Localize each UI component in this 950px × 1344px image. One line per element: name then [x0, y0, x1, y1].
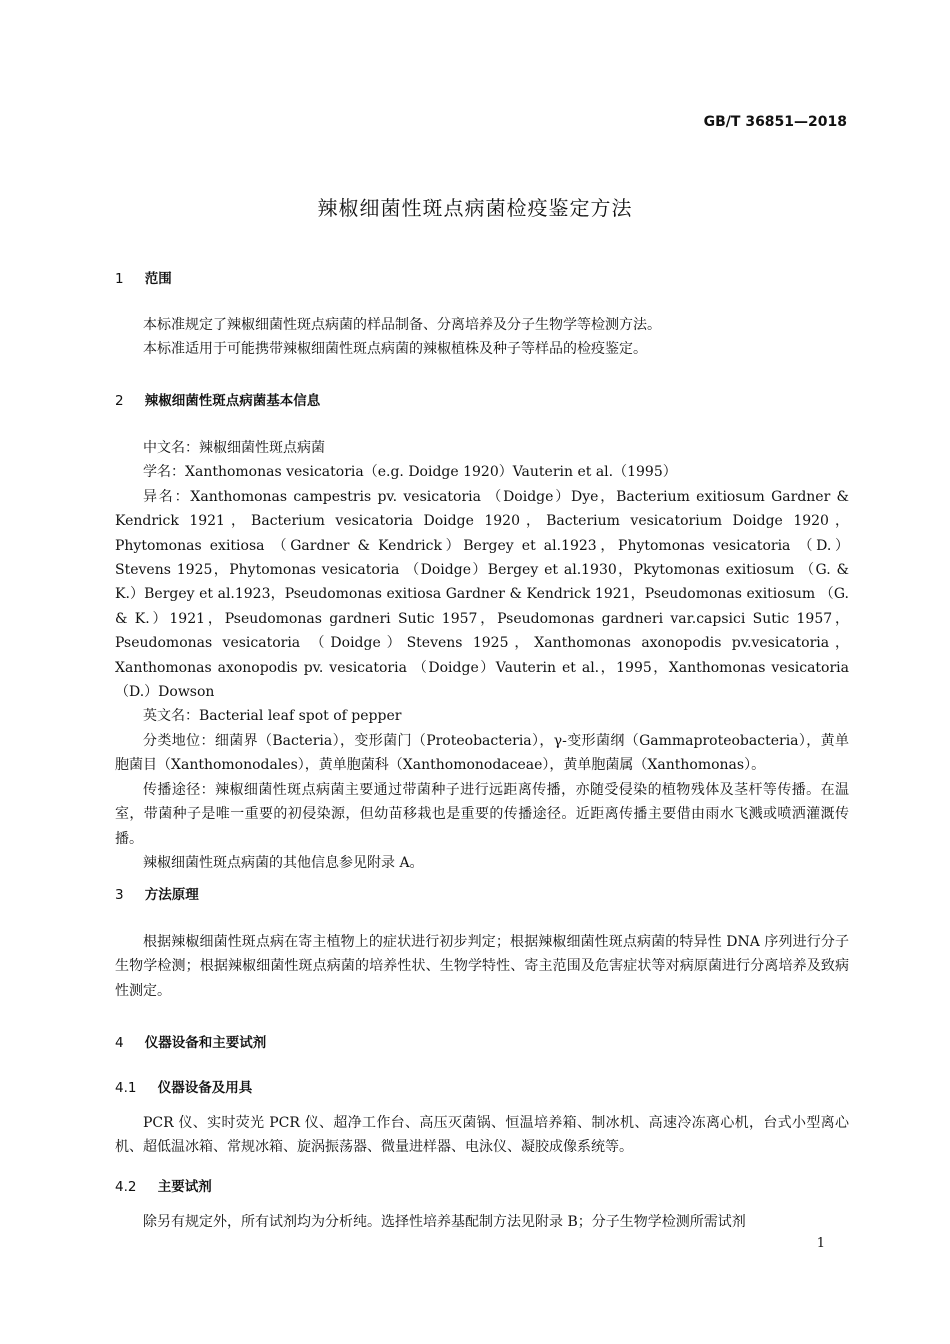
- paragraph-scientific-name: 学名：Xanthomonas vesicatoria（e.g. Doidge 1920）Vauterin et al.（1995）: [143, 464, 677, 481]
- section-2-heading: [115, 389, 320, 409]
- section-title: 方法原理: [144, 887, 199, 903]
- paragraph-synonyms: 异名：Xanthomonas campestris pv. vesicatoria （Doidge）Dye，Bacterium exitiosum Gardner & Kendrick 1921，Bacterium vesicatoria Doidge 1920，Bacterium vesicatorium Doidge 1920，Phytomonas exitiosa （Gardner & Kendrick）Bergey et al.1923，Phytomonas vesicatoria （D.）Stevens 1925，Phytomonas vesicatoria （Doidge）Bergey et al.1930，Pkytomonas exitiosum （G. & K.）Bergey et al.1923，Pseudomonas exitiosa Gardner & Kendrick 1921，Pseudomonas exitiosum （G. & K.）1921，Pseudomonas gardneri Sutic 1957，Pseudomonas gardneri var.capsici Sutic 1957，Pseudomonas vesicatoria （Doidge）Stevens 1925，Xanthomonas axonopodis pv.vesicatoria，Xanthomonas axonopodis pv. vesicatoria （Doidge）Vauterin et al.，1995，Xanthomonas vesicatoria （D.）Dowson: [115, 488, 849, 701]
- paragraph-transmission: 传播途径：辣椒细菌性斑点病菌主要通过带菌种子进行远距离传播，亦随受侵染的植物残体及茎杆等传播。在温室，带菌种子是唯一重要的初侵染源，但幼苗移栽也是重要的传播途径。近距离传播主要借由雨水飞溅或喷洒灌溉传播。: [115, 781, 849, 847]
- section-3-body: [115, 930, 849, 1003]
- section-1-body: [115, 313, 849, 362]
- section-4-1-heading: [115, 1076, 252, 1096]
- section-number: 4.1: [115, 1080, 137, 1096]
- section-title: 仪器设备及用具: [157, 1080, 253, 1096]
- section-number: 1: [115, 271, 124, 287]
- section-4-2-heading: [115, 1175, 212, 1195]
- section-title: 辣椒细菌性斑点病菌基本信息: [144, 393, 321, 409]
- section-1-heading: [115, 267, 172, 287]
- paragraph-taxonomy: 分类地位：细菌界（Bacteria），变形菌门（Proteobacteria），γ-变形菌纲（Gammaproteobacteria），黄单胞菌目（Xanthomonodales），黄单胞菌科（Xanthomonodaceae），黄单胞菌属（Xanthomonas）。: [115, 732, 849, 774]
- document-title: 辣椒细菌性斑点病菌检疫鉴定方法: [317, 196, 633, 220]
- paragraph: 除另有规定外，所有试剂均为分析纯。选择性培养基配制方法见附录 B；分子生物学检测所需试剂: [143, 1214, 746, 1230]
- paragraph: 本标准规定了辣椒细菌性斑点病菌的样品制备、分离培养及分子生物学等检测方法。: [143, 317, 661, 333]
- paragraph: 根据辣椒细菌性斑点病在寄主植物上的症状进行初步判定；根据辣椒细菌性斑点病菌的特异性 DNA 序列进行分子生物学检测；根据辣椒细菌性斑点病菌的培养性状、生物学特性、寄主范围及危害症状等对病原菌进行分离培养及致病性测定。: [115, 934, 849, 999]
- section-title: 范围: [144, 271, 172, 287]
- section-number: 3: [115, 887, 124, 903]
- paragraph-appendix-ref: 辣椒细菌性斑点病菌的其他信息参见附录 A。: [143, 854, 424, 871]
- section-number: 2: [115, 393, 124, 409]
- section-title: 主要试剂: [157, 1179, 212, 1195]
- page-number: 1: [816, 1236, 825, 1251]
- section-2-body: [115, 436, 849, 875]
- paragraph: 本标准适用于可能携带辣椒细菌性斑点病菌的辣椒植株及种子等样品的检疫鉴定。: [143, 341, 647, 358]
- paragraph: PCR 仪、实时荧光 PCR 仪、超净工作台、高压灭菌锅、恒温培养箱、制冰机、高速冷冻离心机，台式小型离心机、超低温冰箱、常规冰箱、旋涡振荡器、微量进样器、电泳仪、凝胶成像系统等。: [115, 1115, 849, 1156]
- section-4-heading: [115, 1031, 266, 1051]
- section-number: 4.2: [115, 1179, 137, 1195]
- paragraph-english-name: 英文名：Bacterial leaf spot of pepper: [143, 708, 402, 725]
- standard-code: GB/T 36851—2018: [703, 114, 847, 130]
- section-4-2-body: [115, 1210, 849, 1234]
- section-3-heading: [115, 883, 199, 903]
- paragraph-chinese-name: 中文名：辣椒细菌性斑点病菌: [143, 440, 325, 456]
- section-4-1-body: [115, 1111, 849, 1160]
- section-number: 4: [115, 1035, 124, 1051]
- section-title: 仪器设备和主要试剂: [144, 1035, 267, 1051]
